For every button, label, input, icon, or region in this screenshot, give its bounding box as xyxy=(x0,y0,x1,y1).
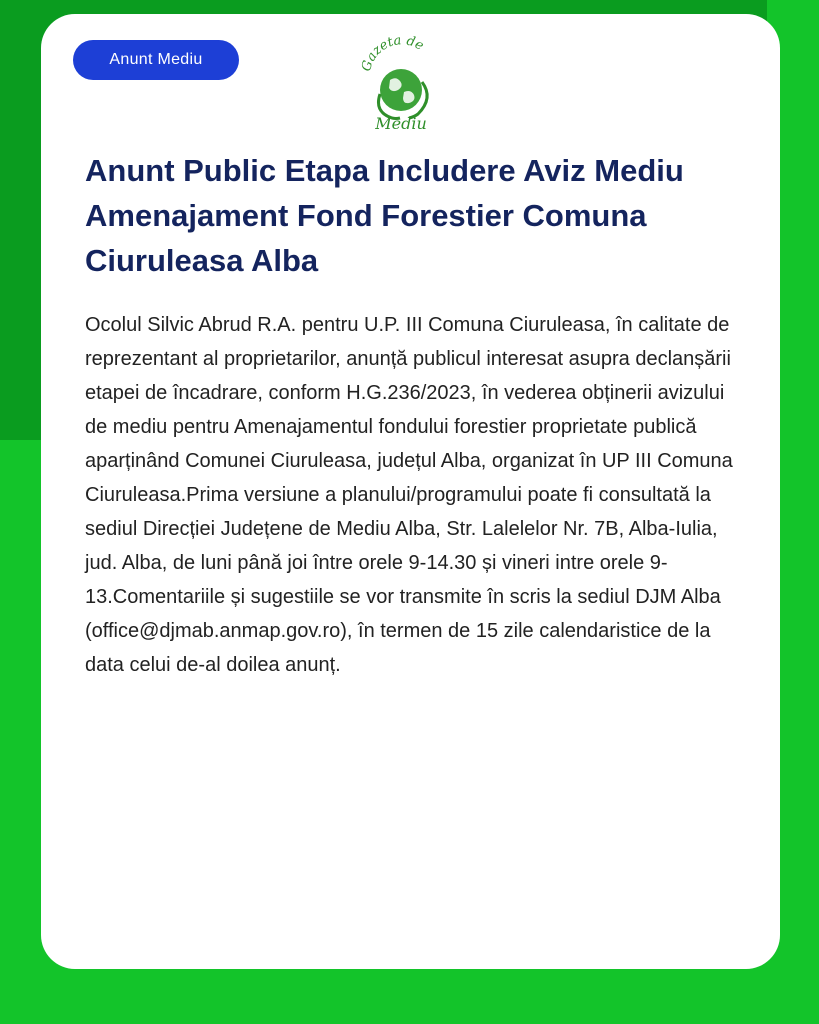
category-badge[interactable]: Anunt Mediu xyxy=(73,40,239,80)
article-body: Ocolul Silvic Abrud R.A. pentru U.P. III Comuna Ciuruleasa, în calitate de reprezentant al proprietarilor, anunță publicul interesat asupra declanșării etapei de încadrare, conform H.G.236/2023, în vederea obținerii avizului de mediu pentru Amenajamentul fondului forestier proprietate publică aparținând Comunei Ciuruleasa, județul Alba, organizat în UP III Comuna Ciuruleasa.Prima versiune a planului/programului poate fi consultată la sediul Direcției Județene de Mediu Alba, Str. Lalelelor Nr. 7B, Alba-Iulia, jud. Alba, de luni până joi între orele 9-14.30 și vineri intre orele 9- 13.Comentariile și sugestiile se vor transmite în scris la sediul DJM Alba (office@djmab.anmap.gov.ro), în termen de 15 zile calendaristice de la data celui de-al doilea anunț. xyxy=(85,314,733,676)
svg-text:Gazeta de xyxy=(359,33,426,73)
logo-top-text: Gazeta de xyxy=(359,33,427,74)
logo-bottom-text: Mediu xyxy=(375,114,427,132)
globe-icon xyxy=(380,69,422,111)
gazeta-de-mediu-logo xyxy=(356,32,446,132)
article-title: Anunt Public Etapa Includere Aviz Mediu Amenajament Fond Forestier Comuna Ciuruleasa Alba xyxy=(85,153,684,278)
announcement-card xyxy=(41,14,780,969)
